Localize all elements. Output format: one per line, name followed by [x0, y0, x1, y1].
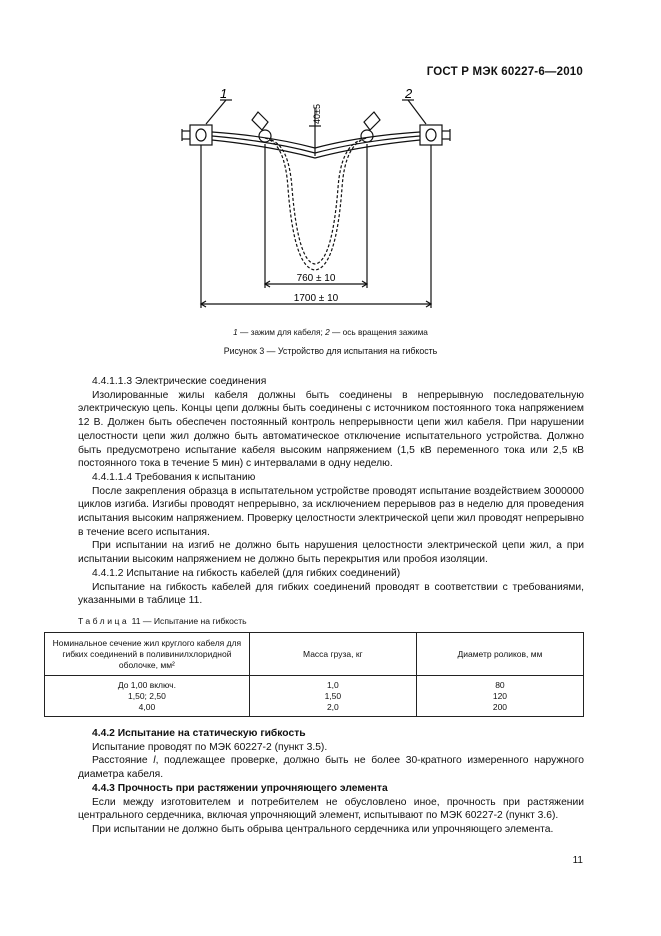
section-heading: 4.4.1.1.4 Требования к испытанию: [92, 471, 256, 483]
right-clamp: [420, 125, 442, 145]
standard-header: ГОСТ Р МЭК 60227-6—2010: [426, 66, 583, 78]
flex-test-table: [44, 632, 584, 717]
figure-label-2: 2: [405, 88, 413, 101]
figure-label-1: 1: [220, 88, 228, 101]
paragraph: Испытание на гибкость кабелей для гибких соединений проводят в соответствии с требованиями, указанными в таблице 11.: [78, 581, 584, 607]
paragraph: После закрепления образца в испытательном устройстве проводят испытание воздействием 3000000 циклов изгиба. Изгибы проводят непрерывно, за исключением перерывов раз в неделю для проведения испытания высоким напряжением. Проверку целостности электрической цепи жил проводят непрерывно в течение всего испытания.: [78, 485, 584, 538]
paragraph: Изолированные жилы кабеля должны быть соединены в непрерывную последовательную электрическую цепь. Концы цепи должны быть соединены с источником постоянного тока напряжением 12 В. Должен быть обеспечен постоянный контроль непрерывности цепи жил кабеля. При нарушении целостности цепи жил должно быть автоматическое отключение испытательного устройства. Должно быть предусмотрено испытание кабеля высоким напряжением (1,5 кВ переменного тока или 2,5 кВ постоянного тока в течение 5 мин) с интервалами в одну неделю.: [78, 389, 584, 470]
dim-inner: 760 ± 10: [296, 273, 336, 284]
figure-title: Рисунок 3 — Устройство для испытания на гибкость: [223, 346, 438, 356]
table-header: Диаметр роликов, мм: [416, 633, 583, 676]
dim-vertical: 40±5: [312, 104, 322, 124]
paragraph: При испытании не должно быть обрыва центрального сердечника или упрочняющего элемента.: [92, 823, 554, 835]
table-header: Масса груза, кг: [249, 633, 416, 676]
table-caption: Таблица 11 — Испытание на гибкость: [78, 616, 247, 626]
section-heading: 4.4.1.2 Испытание на гибкость кабелей (для гибких соединений): [92, 567, 401, 579]
paragraph: При испытании на изгиб не должно быть нарушения целостности электрической цепи жил, а при испытании высоким напряжением не должно быть перекрытия или пробоя изоляции.: [78, 540, 584, 566]
table-row: До 1,00 включ. 1,50; 2,50 4,00 1,0 1,50 2,0 80 120 200: [45, 676, 584, 717]
paragraph: Расстояние l, подлежащее проверке, должно быть не более 30-кратного измеренного наружного диаметра кабеля.: [78, 755, 584, 781]
page-number: 11: [572, 855, 583, 866]
figure-legend: 1 — зажим для кабеля; 2 — ось вращения зажима: [233, 327, 428, 337]
paragraph: Испытание проводят по МЭК 60227-2 (пункт 3.5).: [92, 741, 328, 753]
table-header: Номинальное сечение жил круглого кабеля для гибких соединений в поливинилхлоридной оболочке, мм²: [45, 633, 250, 676]
text-block-2: [78, 727, 584, 837]
paragraph: Если между изготовителем и потребителем не обусловлено иное, прочность при растяжении центрального сердечника, включая упрочняющий элемент, испытывают по МЭК 60227-2 (пункт 3.6).: [78, 796, 584, 822]
section-heading: 4.4.1.1.3 Электрические соединения: [92, 376, 267, 387]
text-block-1: [78, 375, 584, 608]
left-clamp: [190, 125, 212, 145]
dim-outer: 1700 ± 10: [293, 293, 339, 304]
section-heading: 4.4.3 Прочность при растяжении упрочняющего элемента: [92, 782, 388, 794]
flex-test-figure: [170, 88, 470, 318]
section-heading: 4.4.2 Испытание на статическую гибкость: [92, 728, 306, 739]
